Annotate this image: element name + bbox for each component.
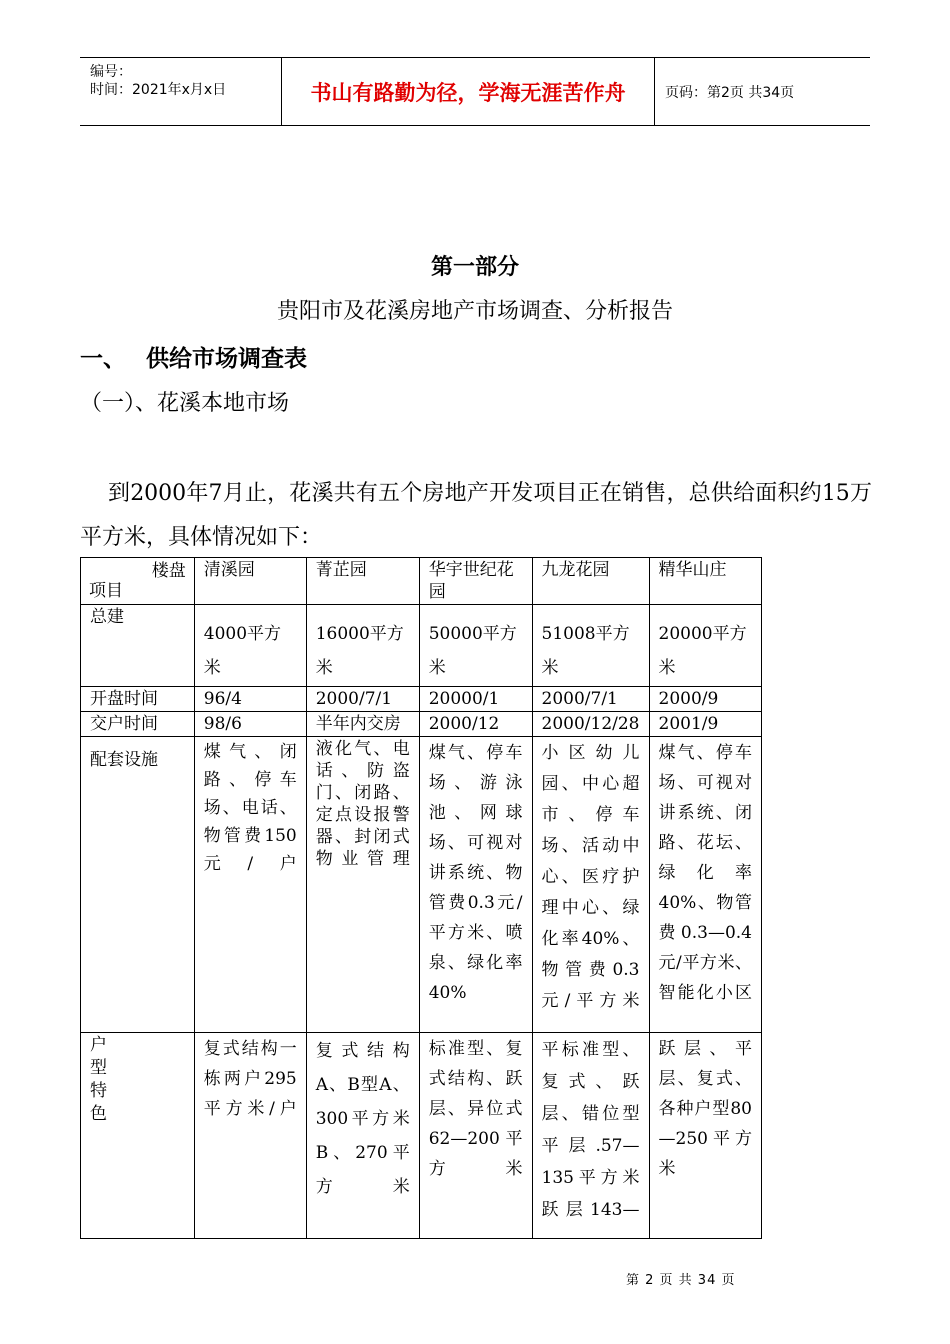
column-header: 华宇世纪花园 bbox=[419, 558, 532, 605]
table-cell: 4000平方米 bbox=[194, 605, 306, 687]
table-cell: 复式结构一栋两户295平方米/户 bbox=[194, 1033, 306, 1239]
header-left bbox=[80, 58, 281, 125]
row-label: 配套设施 bbox=[81, 737, 195, 1033]
table-cell: 煤气、停车场、游泳池、网球场、可视对讲系统、物管费0.3元/平方米、喷泉、绿化率40% bbox=[419, 737, 532, 1033]
table-cell: 2000/12 bbox=[419, 712, 532, 737]
table-cell: 2001/9 bbox=[649, 712, 762, 737]
table-cell: 平标准型、复式、跃层、错位型平层.57—135平方米跃层143— bbox=[532, 1033, 649, 1239]
section-number: 一、 bbox=[80, 345, 126, 372]
page-footer: 第 2 页 共 34 页 bbox=[626, 1273, 736, 1288]
table-cell: 复式结构A、B型A、300平方米B、270平方米 bbox=[306, 1033, 419, 1239]
table-row bbox=[81, 687, 762, 712]
table-cell: 2000/12/28 bbox=[532, 712, 649, 737]
table-cell: 煤气、停车场、可视对讲系统、闭路、花坛、绿化率40%、物管费0.3—0.4元/平方米、智能化小区 bbox=[649, 737, 762, 1033]
column-header: 菁芷园 bbox=[306, 558, 419, 605]
table-cell: 液化气、电话、防盗门、闭路、定点设报警器、封闭式物业管理 bbox=[306, 737, 419, 1033]
header-right bbox=[655, 58, 870, 125]
table-cell: 96/4 bbox=[194, 687, 306, 712]
table-row bbox=[81, 605, 762, 687]
section-heading-1 bbox=[80, 340, 307, 373]
corner-top: 楼盘 bbox=[151, 561, 186, 581]
row-label: 交户时间 bbox=[81, 712, 195, 737]
table-cell: 跃层、平层、复式、各种户型80—250平方米 bbox=[649, 1033, 762, 1239]
page-label: 页码：第2页 共34页 bbox=[665, 84, 795, 101]
time-label: 时间：2021年x月x日 bbox=[90, 82, 227, 98]
row-label: 户型特色 bbox=[81, 1033, 195, 1239]
column-header: 清溪园 bbox=[194, 558, 306, 605]
table-cell: 小区幼儿园、中心超市、停车场、活动中心、医疗护理中心、绿化率40%、物管费0.3元/平方米 bbox=[532, 737, 649, 1033]
table-cell: 16000平方米 bbox=[306, 605, 419, 687]
table-cell: 20000平方米 bbox=[649, 605, 762, 687]
corner-cell bbox=[81, 558, 195, 605]
motto-text: 书山有路勤为径，学海无涯苦作舟 bbox=[310, 80, 626, 105]
table-row bbox=[81, 1033, 762, 1239]
corner-bottom: 项目 bbox=[89, 581, 123, 601]
table-row bbox=[81, 737, 762, 1033]
table-cell: 50000平方米 bbox=[419, 605, 532, 687]
table-cell: 2000/9 bbox=[649, 687, 762, 712]
subsection-heading: （一）、花溪本地市场 bbox=[80, 391, 290, 416]
table-cell: 半年内交房 bbox=[306, 712, 419, 737]
table-cell: 2000/7/1 bbox=[532, 687, 649, 712]
code-label: 编号： bbox=[90, 64, 132, 80]
page-title: 第一部分 bbox=[430, 254, 519, 280]
table-cell: 标准型、复式结构、跃层、异位式62—200平方米 bbox=[419, 1033, 532, 1239]
row-label: 开盘时间 bbox=[81, 687, 195, 712]
column-header: 九龙花园 bbox=[532, 558, 649, 605]
supply-table bbox=[80, 557, 762, 1239]
table-row bbox=[81, 712, 762, 737]
intro-paragraph: 到2000年7月止，花溪共有五个房地产开发项目正在销售，总供给面积约15万平方米，具体情况如下： bbox=[80, 481, 872, 550]
row-label: 总建 bbox=[81, 605, 195, 687]
table-cell: 煤气、闭路、停车场、电话、物管费150元/户 bbox=[194, 737, 306, 1033]
page-header bbox=[80, 57, 870, 126]
section-text: 供给市场调查表 bbox=[146, 345, 307, 372]
table-cell: 98/6 bbox=[194, 712, 306, 737]
header-motto bbox=[281, 58, 655, 125]
table-cell: 2000/7/1 bbox=[306, 687, 419, 712]
table-header-row bbox=[81, 558, 762, 605]
column-header: 精华山庄 bbox=[649, 558, 762, 605]
report-subtitle: 贵阳市及花溪房地产市场调查、分析报告 bbox=[276, 299, 673, 324]
table-cell: 51008平方米 bbox=[532, 605, 649, 687]
table-cell: 20000/1 bbox=[419, 687, 532, 712]
